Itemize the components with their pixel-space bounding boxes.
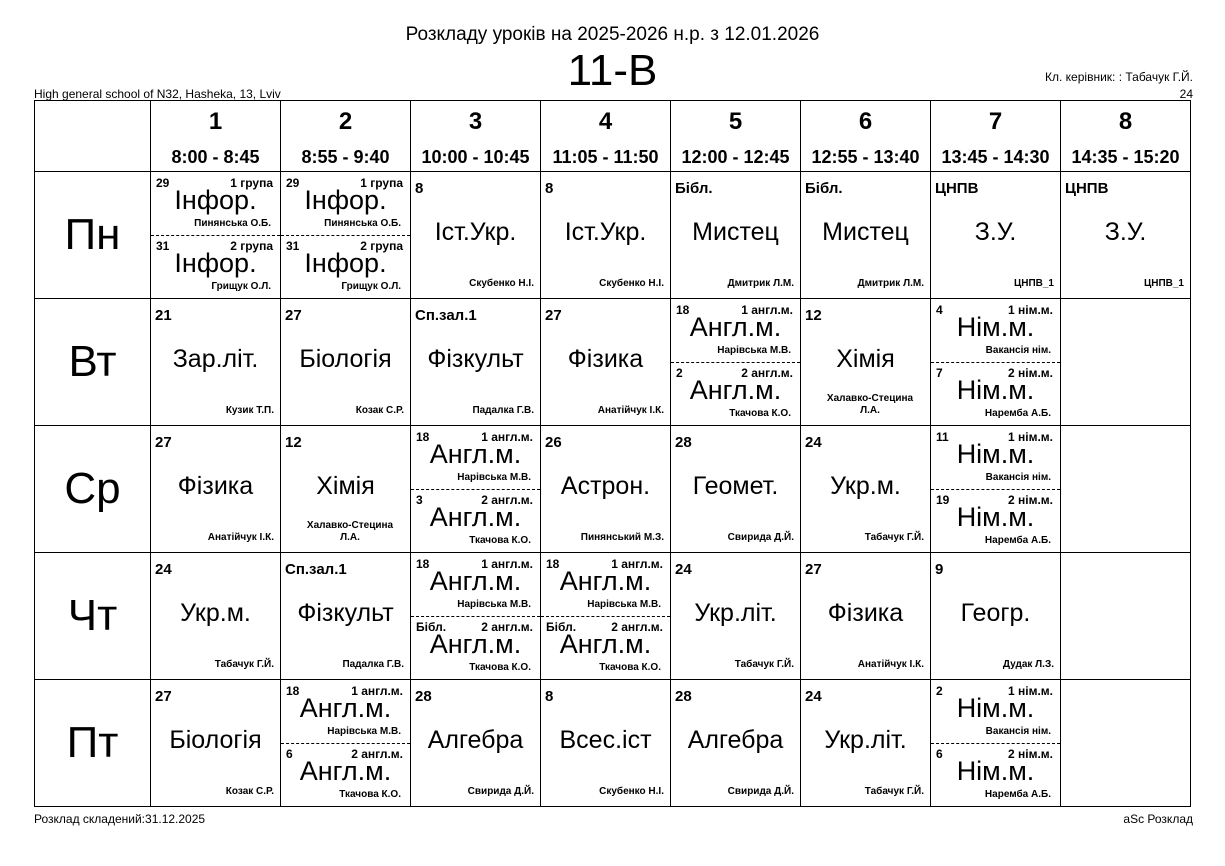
teacher-name: Нарівська М.В. [327, 726, 401, 737]
room-number: 27 [545, 307, 562, 324]
group-lesson [151, 172, 280, 236]
lesson [671, 553, 800, 679]
room-number: 24 [675, 561, 692, 578]
day-name: Пт [35, 680, 151, 807]
room-number: Бібл. [546, 620, 577, 634]
page-title: Розкладу уроків на 2025-2026 н.р. з 12.01.2026 [405, 24, 820, 45]
school-name: High general school of N32, Hasheka, 13, Lviv [34, 87, 281, 101]
corner-cell [35, 101, 151, 172]
lesson-cell [1061, 172, 1191, 299]
teacher-name: Наремба А.Б. [984, 408, 1051, 419]
subject-name: З.У. [1104, 218, 1147, 246]
software-name: aSc Розклад [1123, 812, 1193, 826]
page-number: 24 [1179, 87, 1193, 101]
subject-name: Алгебра [687, 726, 784, 754]
lesson [671, 172, 800, 298]
group-lesson [151, 235, 280, 298]
period-time: 14:35 - 15:20 [1071, 147, 1180, 167]
group-lesson [671, 299, 800, 363]
teacher-name: Табачук Г.Й. [214, 659, 274, 670]
group-lesson [411, 616, 540, 679]
subject-name: Хімія [316, 472, 375, 500]
day-row [35, 426, 1191, 553]
lesson-cell [281, 680, 411, 807]
subject-name: Укр.м. [180, 599, 251, 627]
subject-name: Фізика [827, 599, 904, 627]
subject-name: Всес.іст [559, 726, 652, 754]
room-number: 9 [935, 561, 944, 578]
lesson-cell [931, 553, 1061, 680]
group-label: 2 англ.м. [351, 747, 403, 761]
room-number: ЦНПВ [1065, 180, 1109, 197]
room-number: 24 [155, 561, 172, 578]
room-number: 24 [805, 434, 822, 451]
period-header-1 [151, 101, 281, 172]
day-name: Ср [35, 426, 151, 553]
lesson-cell [931, 426, 1061, 553]
teacher-name: Грищук О.Л. [211, 281, 271, 292]
subject-name: Нім.м. [956, 312, 1035, 342]
lesson [541, 680, 670, 806]
teacher-name: Кузик Т.П. [225, 405, 274, 416]
subject-name: Нім.м. [956, 439, 1035, 469]
teacher-name: Ткачова К.О. [469, 535, 531, 546]
lesson-cell [1061, 553, 1191, 680]
teacher-name: Свирида Д.Й. [727, 786, 794, 797]
room-number: 27 [155, 688, 172, 705]
period-header-5 [671, 101, 801, 172]
group-lesson [931, 489, 1060, 552]
lesson [411, 172, 540, 298]
lesson-cell [801, 426, 931, 553]
teacher-name: Анатійчук І.К. [207, 532, 274, 543]
teacher-name: Скубенко Н.І. [599, 278, 664, 289]
subject-name: Англ.м. [299, 693, 392, 723]
period-number: 5 [728, 108, 743, 135]
lesson-cell [541, 426, 671, 553]
lesson-cell [671, 553, 801, 680]
subject-name: Укр.м. [830, 472, 901, 500]
teacher-name: Табачук Г.Й. [734, 659, 794, 670]
lesson [541, 172, 670, 298]
teacher-name: Нарівська М.В. [457, 472, 531, 483]
teacher-name: Ткачова К.О. [469, 662, 531, 673]
day-name: Чт [35, 553, 151, 680]
class-teacher: Кл. керівник: : Табачук Г.Й. [1045, 70, 1193, 84]
period-header-4 [541, 101, 671, 172]
room-number: 7 [936, 366, 943, 380]
subject-name: Англ.м. [429, 629, 522, 659]
lesson [411, 680, 540, 806]
lesson-cell [801, 299, 931, 426]
teacher-name: Пинянський М.З. [580, 532, 664, 543]
room-number: 18 [676, 303, 690, 317]
room-number: 2 [936, 684, 943, 698]
room-number: 11 [936, 430, 949, 444]
lesson-cell [801, 553, 931, 680]
lesson [281, 426, 410, 552]
room-number: 21 [155, 307, 172, 324]
lesson-cell [151, 553, 281, 680]
group-label: 1 нім.м. [1007, 684, 1053, 698]
group-lesson [281, 172, 410, 236]
group-label: 2 англ.м. [481, 493, 533, 507]
period-number: 4 [598, 108, 613, 135]
group-label: 1 англ.м. [611, 557, 663, 571]
room-number: 18 [416, 430, 430, 444]
teacher-name: Халавко-Стецина Л.А. [826, 393, 914, 416]
lesson-cell [1061, 299, 1191, 426]
room-number: 6 [286, 747, 293, 761]
period-number: 7 [988, 108, 1003, 135]
room-number: 3 [416, 493, 423, 507]
subject-name: Інфор. [304, 185, 387, 215]
room-number: 29 [286, 176, 300, 190]
teacher-name: Ткачова К.О. [339, 789, 401, 800]
room-number: 8 [415, 180, 424, 197]
room-number: Бібл. [805, 180, 843, 197]
period-number: 3 [468, 108, 483, 135]
subject-name: Англ.м. [559, 629, 652, 659]
room-number: 26 [545, 434, 562, 451]
lesson [151, 680, 280, 806]
group-lesson [671, 362, 800, 425]
teacher-name: Нарівська М.В. [717, 345, 791, 356]
lesson [541, 426, 670, 552]
group-label: 1 англ.м. [481, 557, 533, 571]
room-number: 8 [545, 688, 554, 705]
subject-name: Мистец [692, 218, 779, 246]
subject-name: Англ.м. [689, 312, 782, 342]
subject-name: Англ.м. [299, 756, 392, 786]
teacher-name: Падалка Г.В. [342, 659, 404, 670]
period-time: 12:00 - 12:45 [681, 147, 790, 167]
lesson-cell [541, 680, 671, 807]
group-lesson [281, 680, 410, 744]
room-number: 19 [936, 493, 950, 507]
period-number: 8 [1118, 108, 1133, 135]
room-number: 6 [936, 747, 943, 761]
lesson [281, 299, 410, 425]
group-lesson [931, 743, 1060, 806]
teacher-name: Скубенко Н.І. [599, 786, 664, 797]
period-header-3 [411, 101, 541, 172]
room-number: 18 [286, 684, 300, 698]
lesson-cell [281, 553, 411, 680]
lesson [281, 553, 410, 679]
lesson-cell [151, 299, 281, 426]
room-number: 8 [545, 180, 554, 197]
teacher-name: Козак С.Р. [225, 786, 274, 797]
subject-name: Зар.літ. [172, 345, 259, 373]
lesson-cell [151, 680, 281, 807]
period-number: 2 [338, 108, 353, 135]
group-lesson [931, 680, 1060, 744]
lesson [151, 299, 280, 425]
subject-name: Англ.м. [429, 566, 522, 596]
teacher-name: Вакансія нім. [985, 726, 1051, 737]
room-number: 28 [675, 688, 692, 705]
lesson-cell [671, 299, 801, 426]
group-lesson [541, 616, 670, 679]
period-time: 13:45 - 14:30 [941, 147, 1050, 167]
teacher-name: Анатійчук І.К. [857, 659, 924, 670]
subject-name: Інфор. [174, 248, 257, 278]
teacher-name: Ткачова К.О. [599, 662, 661, 673]
lesson-cell [411, 299, 541, 426]
subject-name: Іст.Укр. [564, 218, 647, 246]
lesson [411, 299, 540, 425]
lesson-cell [541, 172, 671, 299]
lesson-cell [281, 172, 411, 299]
lesson-cell [541, 299, 671, 426]
period-time: 10:00 - 10:45 [421, 147, 530, 167]
period-time: 8:00 - 8:45 [171, 147, 260, 167]
teacher-name: Халавко-Стецина Л.А. [306, 520, 394, 543]
lesson-cell [411, 426, 541, 553]
subject-name: Інфор. [304, 248, 387, 278]
subject-name: Біологія [169, 726, 262, 754]
subject-name: Фізкульт [297, 599, 394, 627]
room-number: 31 [156, 239, 170, 253]
room-number: 27 [285, 307, 302, 324]
subject-name: Алгебра [427, 726, 524, 754]
teacher-name: ЦНПВ_1 [1013, 278, 1054, 289]
group-label: 1 англ.м. [741, 303, 793, 317]
period-header-2 [281, 101, 411, 172]
room-number: 31 [286, 239, 300, 253]
room-number: 27 [805, 561, 822, 578]
subject-name: Нім.м. [956, 693, 1035, 723]
day-row [35, 299, 1191, 426]
lesson [801, 553, 930, 679]
subject-name: Інфор. [174, 185, 257, 215]
group-lesson [931, 426, 1060, 490]
lesson-cell [931, 172, 1061, 299]
subject-name: Фізика [177, 472, 254, 500]
group-lesson [931, 299, 1060, 363]
group-label: 1 група [360, 176, 403, 190]
subject-name: Нім.м. [956, 756, 1035, 786]
lesson-cell [411, 680, 541, 807]
group-label: 2 нім.м. [1007, 747, 1053, 761]
subject-name: Укр.літ. [824, 726, 907, 754]
lesson [801, 680, 930, 806]
teacher-name: Нарівська М.В. [587, 599, 661, 610]
timetable [34, 100, 1191, 807]
group-label: 2 англ.м. [611, 620, 663, 634]
group-label: 1 нім.м. [1007, 303, 1053, 317]
room-number: ЦНПВ [935, 180, 979, 197]
lesson [151, 426, 280, 552]
subject-name: Геомет. [692, 472, 779, 500]
teacher-name: Дудак Л.З. [1002, 659, 1054, 670]
subject-name: Астрон. [560, 472, 651, 500]
lesson-cell [541, 553, 671, 680]
subject-name: З.У. [974, 218, 1017, 246]
lesson [1061, 172, 1190, 298]
group-lesson [411, 489, 540, 552]
subject-name: Англ.м. [429, 439, 522, 469]
teacher-name: Наремба А.Б. [984, 535, 1051, 546]
group-label: 2 англ.м. [481, 620, 533, 634]
room-number: 29 [156, 176, 170, 190]
group-label: 1 група [230, 176, 273, 190]
room-number: 27 [155, 434, 172, 451]
subject-name: Геогр. [960, 599, 1031, 627]
room-number: Сп.зал.1 [415, 307, 477, 324]
lesson-cell [931, 680, 1061, 807]
teacher-name: Козак С.Р. [355, 405, 404, 416]
day-row [35, 553, 1191, 680]
group-lesson [281, 743, 410, 806]
subject-name: Нім.м. [956, 502, 1035, 532]
lesson-cell [151, 426, 281, 553]
teacher-name: Ткачова К.О. [729, 408, 791, 419]
teacher-name: Наремба А.Б. [984, 789, 1051, 800]
group-label: 2 англ.м. [741, 366, 793, 380]
lesson-cell [1061, 680, 1191, 807]
period-header-7 [931, 101, 1061, 172]
period-header-8 [1061, 101, 1191, 172]
lesson-cell [801, 172, 931, 299]
lesson [801, 299, 930, 425]
lesson [671, 680, 800, 806]
teacher-name: Пинянська О.Б. [194, 218, 271, 229]
day-name: Вт [35, 299, 151, 426]
teacher-name: Табачук Г.Й. [864, 532, 924, 543]
period-time: 8:55 - 9:40 [301, 147, 390, 167]
room-number: 12 [285, 434, 302, 451]
lesson [801, 426, 930, 552]
lesson-cell [931, 299, 1061, 426]
lesson-cell [411, 553, 541, 680]
day-row [35, 172, 1191, 299]
period-header-6 [801, 101, 931, 172]
subject-name: Фізкульт [427, 345, 524, 373]
group-lesson [411, 426, 540, 490]
group-lesson [411, 553, 540, 617]
subject-name: Іст.Укр. [434, 218, 517, 246]
room-number: 28 [675, 434, 692, 451]
teacher-name: Грищук О.Л. [341, 281, 401, 292]
teacher-name: Скубенко Н.І. [469, 278, 534, 289]
day-row [35, 680, 1191, 807]
teacher-name: Вакансія нім. [985, 345, 1051, 356]
room-number: 28 [415, 688, 432, 705]
period-time: 12:55 - 13:40 [811, 147, 920, 167]
room-number: 4 [936, 303, 943, 317]
lesson-cell [1061, 426, 1191, 553]
lesson-cell [281, 299, 411, 426]
subject-name: Хімія [836, 345, 895, 373]
subject-name: Англ.м. [689, 375, 782, 405]
room-number: 18 [416, 557, 430, 571]
room-number: Бібл. [416, 620, 447, 634]
subject-name: Біологія [299, 345, 392, 373]
group-label: 1 англ.м. [481, 430, 533, 444]
teacher-name: Пинянська О.Б. [324, 218, 401, 229]
teacher-name: ЦНПВ_1 [1143, 278, 1184, 289]
teacher-name: Свирида Д.Й. [727, 532, 794, 543]
room-number: 12 [805, 307, 822, 324]
class-name: 11-В [567, 46, 658, 95]
lesson-cell [671, 680, 801, 807]
lesson-cell [281, 426, 411, 553]
lesson [671, 426, 800, 552]
group-label: 2 нім.м. [1007, 366, 1053, 380]
period-header-row [35, 101, 1191, 172]
lesson-cell [411, 172, 541, 299]
lesson [801, 172, 930, 298]
subject-name: Укр.літ. [694, 599, 777, 627]
lesson [931, 553, 1060, 679]
lesson [931, 172, 1060, 298]
subject-name: Фізика [567, 345, 644, 373]
group-lesson [541, 553, 670, 617]
lesson-cell [671, 426, 801, 553]
teacher-name: Нарівська М.В. [457, 599, 531, 610]
subject-name: Англ.м. [429, 502, 522, 532]
lesson [151, 553, 280, 679]
teacher-name: Анатійчук І.К. [597, 405, 664, 416]
room-number: Сп.зал.1 [285, 561, 347, 578]
teacher-name: Дмитрик Л.М. [727, 278, 794, 289]
lesson-cell [801, 680, 931, 807]
group-lesson [931, 362, 1060, 425]
subject-name: Мистец [822, 218, 909, 246]
period-number: 1 [208, 108, 223, 135]
group-label: 1 нім.м. [1007, 430, 1053, 444]
created-date: Розклад складений:31.12.2025 [34, 812, 206, 826]
teacher-name: Табачук Г.Й. [864, 786, 924, 797]
subject-name: Англ.м. [559, 566, 652, 596]
lesson [541, 299, 670, 425]
period-time: 11:05 - 11:50 [552, 147, 659, 167]
room-number: 18 [546, 557, 560, 571]
group-label: 2 група [360, 239, 403, 253]
teacher-name: Дмитрик Л.М. [857, 278, 924, 289]
teacher-name: Свирида Д.Й. [467, 786, 534, 797]
day-name: Пн [35, 172, 151, 299]
room-number: 24 [805, 688, 822, 705]
period-number: 6 [858, 108, 873, 135]
lesson-cell [151, 172, 281, 299]
room-number: Бібл. [675, 180, 713, 197]
group-label: 2 група [230, 239, 273, 253]
subject-name: Нім.м. [956, 375, 1035, 405]
room-number: 2 [676, 366, 683, 380]
group-label: 1 англ.м. [351, 684, 403, 698]
group-lesson [281, 235, 410, 298]
teacher-name: Вакансія нім. [985, 472, 1051, 483]
lesson-cell [671, 172, 801, 299]
teacher-name: Падалка Г.В. [472, 405, 534, 416]
group-label: 2 нім.м. [1007, 493, 1053, 507]
